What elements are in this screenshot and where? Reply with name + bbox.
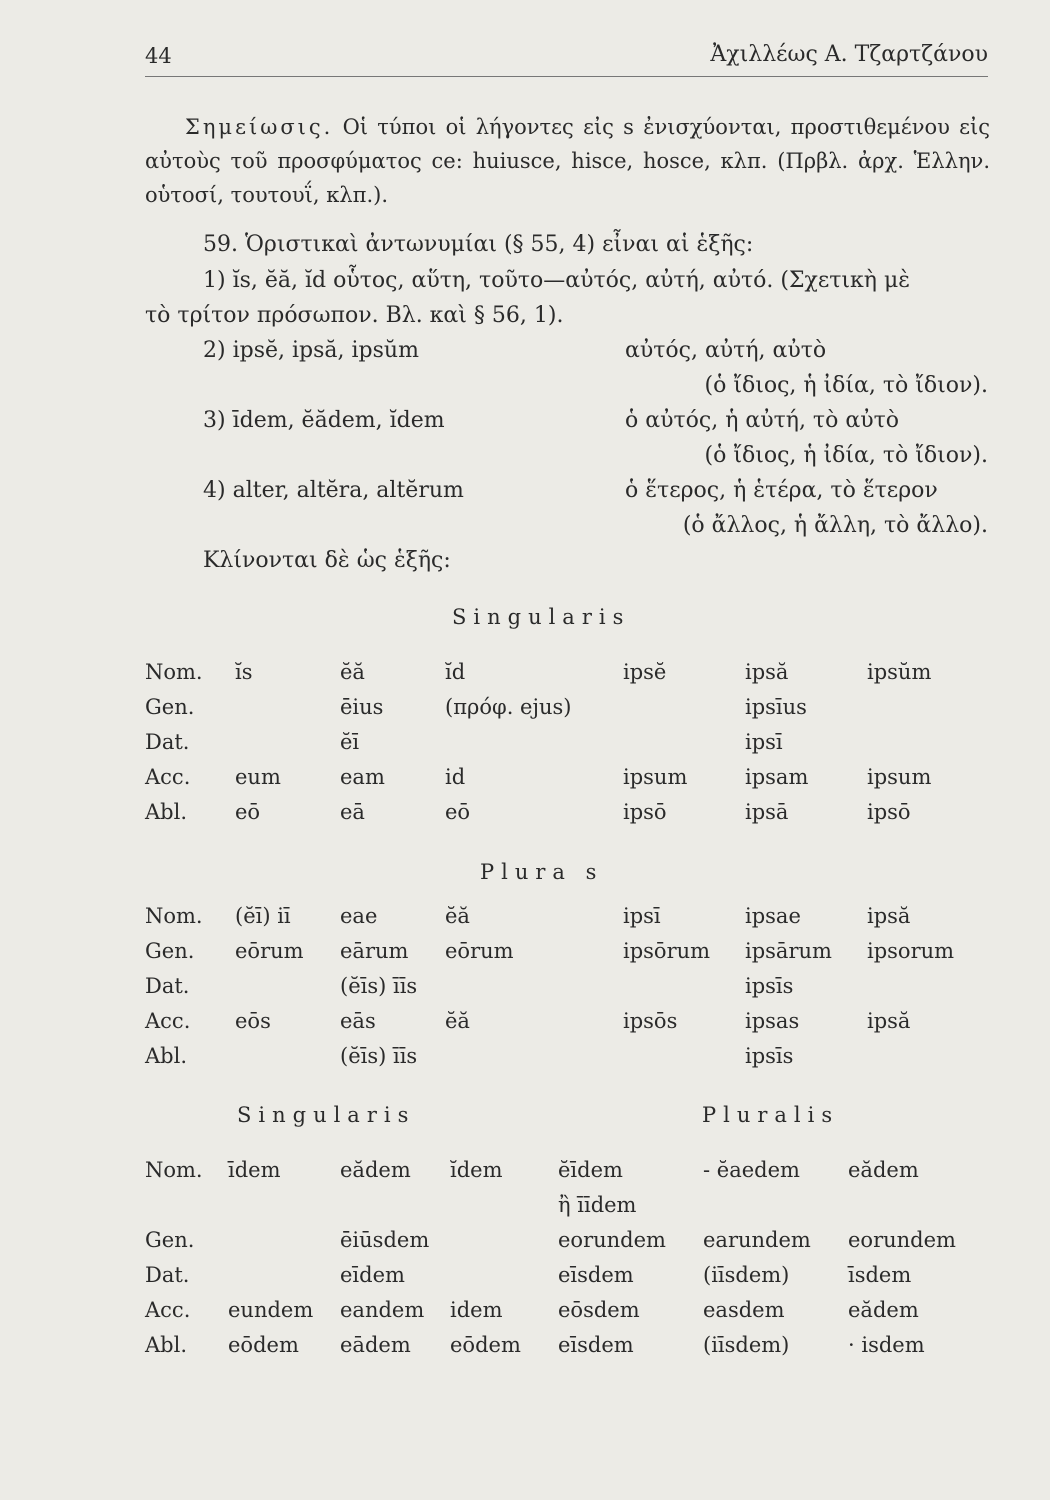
form-cell: eam <box>340 765 385 789</box>
form-cell: eās <box>340 1009 376 1033</box>
form-cell: (iīsdem) <box>703 1333 790 1357</box>
table-row <box>145 800 987 835</box>
declension-intro: Κλίνονται δὲ ὡς ἑξῆς: <box>203 548 451 573</box>
form-cell: eā <box>340 800 365 824</box>
form-cell: ĕă <box>445 1009 470 1033</box>
form-cell: ĭdem <box>450 1158 503 1182</box>
singularis-heading: Singularis <box>452 605 631 629</box>
item-3-latin: 3) īdem, ĕădem, ĭdem <box>203 408 445 433</box>
singular-declension-table <box>145 660 987 835</box>
form-cell: eōrum <box>235 939 304 963</box>
form-cell: īdem <box>228 1158 281 1182</box>
form-cell: ipsā <box>745 800 789 824</box>
form-cell: (ĕīs) īīs <box>340 974 418 998</box>
form-cell: eădem <box>340 1158 411 1182</box>
form-cell <box>228 1193 340 1228</box>
form-cell: eōs <box>235 1009 271 1033</box>
form-cell <box>703 1193 848 1228</box>
form-cell: easdem <box>703 1298 785 1322</box>
idem-declension-table <box>145 1158 988 1368</box>
form-cell: eădem <box>848 1158 919 1182</box>
header-rule <box>145 76 988 77</box>
form-cell: ipsŭm <box>867 660 932 684</box>
form-cell: ēius <box>340 695 384 719</box>
form-cell: - ĕaedem <box>703 1158 800 1182</box>
form-cell <box>235 974 340 1009</box>
form-cell: eum <box>235 765 281 789</box>
table-row <box>145 1228 988 1263</box>
table-row <box>145 974 987 1009</box>
form-cell: ipsīs <box>745 974 794 998</box>
form-cell: ipsĕ <box>623 660 667 684</box>
form-cell: ipsae <box>745 904 801 928</box>
pluralis-heading: Plura s <box>480 860 604 884</box>
plural-declension-table <box>145 904 987 1079</box>
item-2-greek-gloss: (ὁ ἴδιος, ἡ ἰδία, τὸ ἴδιον). <box>704 373 988 398</box>
form-cell: eō <box>445 800 471 824</box>
form-cell: ĕă <box>340 660 365 684</box>
form-cell: ĕīdem <box>558 1158 623 1182</box>
table-row <box>145 1193 988 1228</box>
item-1-line-1: 1) ĭs, ĕă, ĭd οὗτος, αὕτη, τοῦτο—αὐτός, αὐτή, αὐτό. (Σχετικὴ μὲ <box>203 268 911 293</box>
form-cell <box>867 974 987 1009</box>
form-cell: ipsă <box>745 660 789 684</box>
form-cell <box>623 730 745 765</box>
table-row <box>145 695 987 730</box>
form-cell: eīdem <box>340 1263 405 1287</box>
form-cell: ipsō <box>623 800 667 824</box>
case-label: Dat. <box>145 730 190 754</box>
item-2-latin: 2) ipsĕ, ipsă, ipsŭm <box>203 338 419 363</box>
form-cell: eandem <box>340 1298 425 1322</box>
note-text: Οἱ τύποι οἱ λήγοντες εἰς s ἐνισχύονται, προστιθεμένου εἰς αὐτοὺς τοῦ προσφύματος ce: huiusce, hisce, hosce, κλπ. (Πρβλ. ἀρχ. Ἑλλην. οὑτοσί, τουτουΐ, κλπ.). <box>145 115 990 207</box>
form-cell: ipsum <box>867 765 932 789</box>
form-cell: eō <box>235 800 261 824</box>
form-cell: · isdem <box>848 1333 925 1357</box>
case-label: Nom. <box>145 660 203 684</box>
case-label: Abl. <box>145 800 187 824</box>
form-cell <box>445 1044 623 1079</box>
form-cell: idem <box>450 1298 503 1322</box>
table-row <box>145 1333 988 1368</box>
form-cell <box>445 974 623 1009</box>
item-2-greek: αὐτός, αὐτή, αὐτὸ <box>625 338 827 363</box>
item-4-latin: 4) alter, altĕra, altĕrum <box>203 478 464 503</box>
form-cell <box>623 695 745 730</box>
case-label: Acc. <box>145 1009 191 1033</box>
form-cell: eārum <box>340 939 409 963</box>
form-cell: eōdem <box>450 1333 521 1357</box>
form-cell: (iīsdem) <box>703 1263 790 1287</box>
form-cell <box>848 1193 988 1228</box>
page-number: 44 <box>145 44 172 68</box>
case-label: Gen. <box>145 939 195 963</box>
form-cell: ipsārum <box>745 939 832 963</box>
form-cell: ipsīs <box>745 1044 794 1068</box>
form-cell: ipsum <box>623 765 688 789</box>
form-cell: ipsōrum <box>623 939 711 963</box>
case-label: Acc. <box>145 765 191 789</box>
form-cell: ĕă <box>445 904 470 928</box>
form-cell: eōrum <box>445 939 514 963</box>
form-cell <box>228 1263 340 1298</box>
table-row <box>145 904 987 939</box>
form-cell <box>867 730 987 765</box>
case-label <box>145 1193 228 1228</box>
form-cell: ipsas <box>745 1009 800 1033</box>
form-cell: īsdem <box>848 1263 912 1287</box>
case-label: Abl. <box>145 1333 187 1357</box>
form-cell <box>450 1228 558 1263</box>
form-cell: eae <box>340 904 378 928</box>
form-cell: ipsī <box>623 904 661 928</box>
form-cell: ipsorum <box>867 939 955 963</box>
table-row <box>145 1044 987 1079</box>
case-label: Abl. <box>145 1044 187 1068</box>
case-label: Gen. <box>145 695 195 719</box>
idem-singularis-heading: Singularis <box>237 1103 416 1127</box>
form-cell: eorundem <box>558 1228 666 1252</box>
form-cell: eīsdem <box>558 1333 634 1357</box>
item-4-greek-gloss: (ὁ ἄλλος, ἡ ἄλλη, τὸ ἄλλο). <box>682 513 988 538</box>
table-row <box>145 939 987 974</box>
form-cell: eundem <box>228 1298 314 1322</box>
form-cell: ipsam <box>745 765 809 789</box>
form-cell: earundem <box>703 1228 811 1252</box>
section-59-heading: 59. Ὁριστικαὶ ἀντωνυμίαι (§ 55, 4) εἶναι αἱ ἑξῆς: <box>203 232 754 257</box>
running-head: Ἀχιλλέως Α. Τζαρτζάνου <box>710 42 988 67</box>
form-cell: ἢ īīdem <box>558 1193 637 1217</box>
table-row <box>145 660 987 695</box>
form-cell <box>228 1228 340 1263</box>
form-cell: ipsī <box>745 730 783 754</box>
form-cell <box>450 1263 558 1298</box>
form-cell: eorundem <box>848 1228 956 1252</box>
table-row <box>145 765 987 800</box>
form-cell: ipsōs <box>623 1009 678 1033</box>
case-label: Acc. <box>145 1298 191 1322</box>
item-3-greek-gloss: (ὁ ἴδιος, ἡ ἰδία, τὸ ἴδιον). <box>704 443 988 468</box>
form-cell <box>623 1044 745 1079</box>
form-cell: ipsīus <box>745 695 807 719</box>
form-cell <box>340 1193 450 1228</box>
table-row <box>145 1158 988 1193</box>
form-cell: ēiūsdem <box>340 1228 430 1252</box>
form-cell <box>445 730 623 765</box>
form-cell <box>235 1044 340 1079</box>
item-4-greek: ὁ ἕτερος, ἡ ἑτέρα, τὸ ἕτερον <box>625 478 938 503</box>
form-cell: eādem <box>340 1333 411 1357</box>
form-cell: eădem <box>848 1298 919 1322</box>
case-label: Nom. <box>145 1158 203 1182</box>
form-cell <box>235 695 340 730</box>
idem-pluralis-heading: Pluralis <box>702 1103 840 1127</box>
item-1-line-2: τὸ τρίτον πρόσωπον. Βλ. καὶ § 56, 1). <box>145 303 564 328</box>
form-cell: (ĕīs) īīs <box>340 1044 418 1068</box>
form-cell: ipsă <box>867 1009 911 1033</box>
case-label: Gen. <box>145 1228 195 1252</box>
note-label: Σημείωσις. <box>185 115 334 139</box>
table-row <box>145 1263 988 1298</box>
table-row <box>145 1298 988 1333</box>
form-cell: ipsō <box>867 800 911 824</box>
form-cell: eīsdem <box>558 1263 634 1287</box>
form-cell <box>235 730 340 765</box>
form-cell <box>867 1044 987 1079</box>
form-cell: ĭd <box>445 660 466 684</box>
case-label: Dat. <box>145 974 190 998</box>
form-cell: ĭs <box>235 660 253 684</box>
form-cell: ĕī <box>340 730 360 754</box>
form-cell: (ĕī) iī <box>235 904 291 928</box>
table-row <box>145 1009 987 1044</box>
case-label: Dat. <box>145 1263 190 1287</box>
form-cell: id <box>445 765 466 789</box>
form-cell: eōsdem <box>558 1298 640 1322</box>
form-cell: eōdem <box>228 1333 299 1357</box>
form-cell <box>450 1193 558 1228</box>
case-label: Nom. <box>145 904 203 928</box>
form-cell: (πρόφ. ejus) <box>445 695 572 719</box>
table-row <box>145 730 987 765</box>
form-cell <box>623 974 745 1009</box>
form-cell: ipsă <box>867 904 911 928</box>
note-paragraph <box>145 110 990 212</box>
form-cell <box>867 695 987 730</box>
item-3-greek: ὁ αὐτός, ἡ αὐτή, τὸ αὐτὸ <box>625 408 899 433</box>
